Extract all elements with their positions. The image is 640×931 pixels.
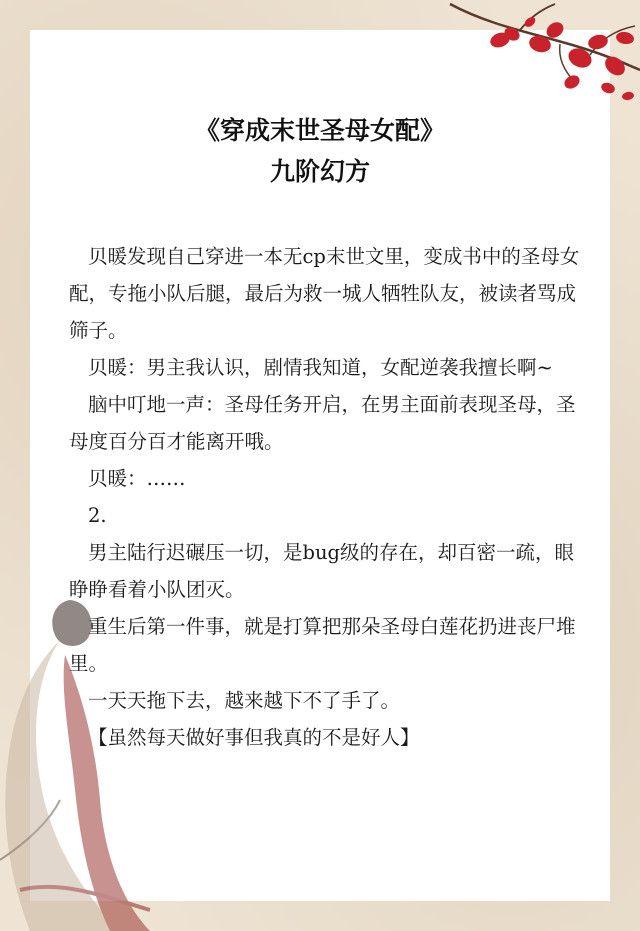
synopsis-paragraph: 【虽然每天做好事但我真的不是好人】 xyxy=(88,726,420,749)
book-author: 九阶幻方 xyxy=(269,157,370,186)
synopsis-paragraph: 贝暖：男主我认识，剧情我知道，女配逆袭我擅长啊~ xyxy=(88,356,553,379)
synopsis-paragraph: 贝暖：…… xyxy=(88,467,186,490)
synopsis-body xyxy=(69,238,589,756)
plum-blossom-branch-icon xyxy=(440,0,640,130)
synopsis-paragraph: 贝暖发现自己穿进一本无cp末世文里，变成书中的圣母女配，专拖小队后腿，最后为救一城人牺牲队友，被读者骂成筛子。 xyxy=(69,245,580,342)
synopsis-paragraph: 一天天拖下去，越来越下不了手了。 xyxy=(88,689,401,712)
synopsis-paragraph: 男主陆行迟碾压一切，是bug级的存在，却百密一疏，眼睁睁看着小队团灭。 xyxy=(69,541,575,601)
book-title: 《穿成末世圣母女配》 xyxy=(194,116,445,145)
synopsis-paragraph: 脑中叮地一声：圣母任务开启，在男主面前表现圣母，圣母度百分百才能离开哦。 xyxy=(69,393,576,453)
synopsis-paragraph: 2. xyxy=(88,504,107,527)
synopsis-paragraph: 重生后第一件事，就是打算把那朵圣母白莲花扔进丧尸堆里。 xyxy=(69,615,576,675)
